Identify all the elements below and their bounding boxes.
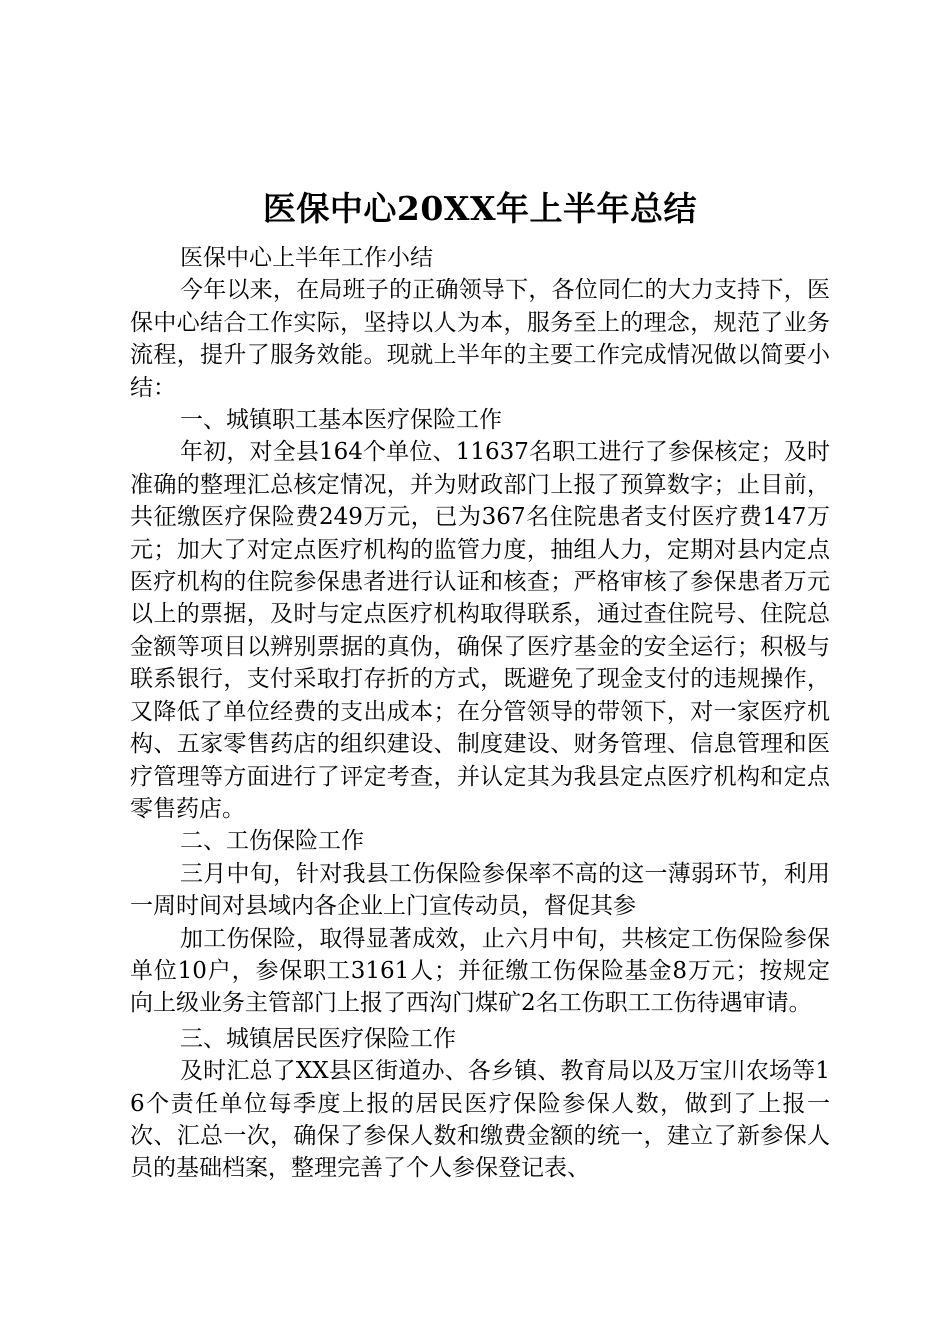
section-2-paragraph-2: 加工伤保险，取得显著成效，止六月中旬，共核定工伤保险参保单位10户，参保职工3161人；并征缴工伤保险基金8万元；按规定向上级业务主管部门上报了西沟门煤矿2名工伤职工工伤待遇审请。	[130, 925, 830, 1017]
section-1-heading: 一、城镇职工基本医疗保险工作	[180, 407, 502, 434]
section-2-heading: 二、工伤保险工作	[180, 828, 364, 855]
intro-paragraph: 今年以来，在局班子的正确领导下，各位同仁的大力支持下，医保中心结合工作实际，坚持以人为本，服务至上的理念，规范了业务流程，提升了服务效能。现就上半年的主要工作完成情况做以简要小结：	[130, 277, 830, 401]
section-3-paragraph: 及时汇总了XX县区街道办、各乡镇、教育局以及万宝川农场等16个责任单位每季度上报的居民医疗保险参保人数，做到了上报一次、汇总一次，确保了参保人数和缴费金额的统一，建立了新参保人员的基础档案，整理完善了个人参保登记表、	[130, 1058, 830, 1182]
section-2-paragraph-1: 三月中旬，针对我县工伤保险参保率不高的这一薄弱环节，利用一周时间对县域内各企业上门宣传动员，督促其参	[130, 860, 830, 920]
section-3-heading: 三、城镇居民医疗保险工作	[180, 1025, 456, 1052]
section-1-paragraph: 年初，对全县164个单位、11637名职工进行了参保核定；及时准确的整理汇总核定情况，并为财政部门上报了预算数字；止目前，共征缴医疗保险费249万元，已为367名住院患者支付医疗费147万元；加大了对定点医疗机构的监管力度，抽组人力，定期对县内定点医疗机构的住院参保患者进行认证和核查；严格审核了参保患者万元以上的票据，及时与定点医疗机构取得联系，通过查住院号、住院总金额等项目以辨别票据的真伪，确保了医疗基金的安全运行；积极与联系银行，支付采取打存折的方式，既避免了现金支付的违规操作，又降低了单位经费的支出成本；在分管领导的带领下，对一家医疗机构、五家零售药店的组织建设、制度建设、财务管理、信息管理和医疗管理等方面进行了评定考查，并认定其为我县定点医疗机构和定点零售药店。	[130, 439, 830, 822]
document-page	[130, 182, 830, 1185]
document-subtitle: 医保中心上半年工作小结	[180, 245, 433, 271]
document-title: 医保中心20XX年上半年总结	[262, 189, 698, 228]
